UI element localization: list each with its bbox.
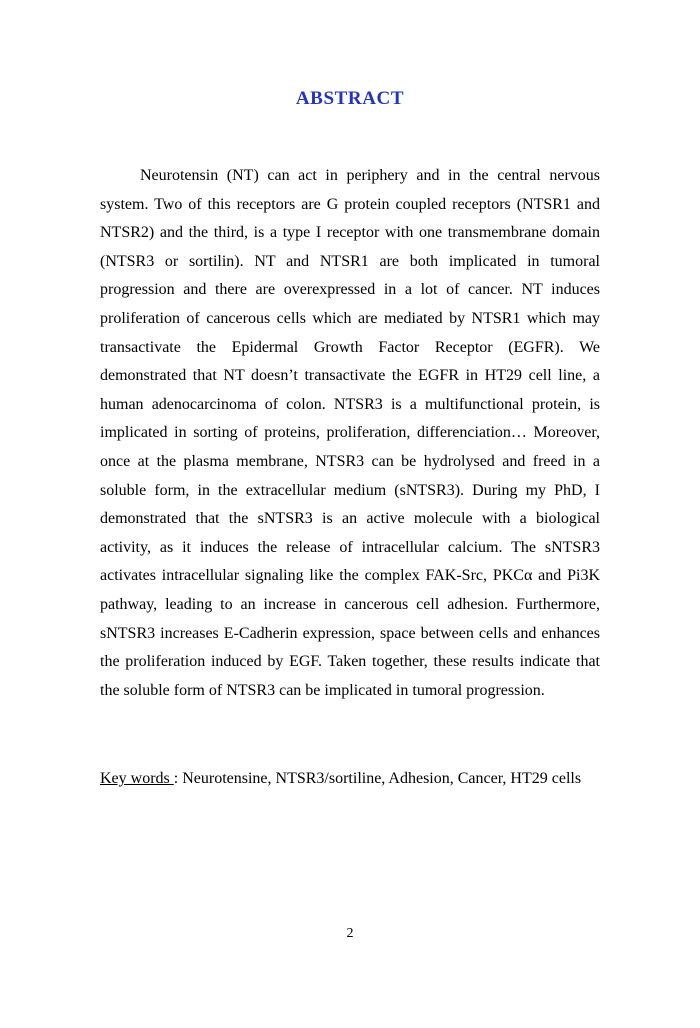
page-number: 2	[346, 926, 354, 941]
keywords-separator: :	[173, 770, 183, 788]
keywords-value: Neurotensine, NTSR3/sortiline, Adhesion, Cancer, HT29 cells	[182, 770, 582, 788]
page-title: ABSTRACT	[295, 88, 405, 109]
abstract-paragraph: Neurotensin (NT) can act in periphery and in the central nervous system. Two of this receptors are G protein coupled receptors (NTSR1 and NTSR2) and the third, is a type I receptor with one transmembrane domain (NTSR3 or sortilin). NT and NTSR1 are both implicated in tumoral progression and there are overexpressed in a lot of cancer. NT induces proliferation of cancerous cells which are mediated by NTSR1 which may transactivate the Epidermal Growth Factor Receptor (EGFR). We demonstrated that NT doesn’t transactivate the EGFR in HT29 cell line, a human adenocarcinoma of colon. NTSR3 is a multifunctional protein, is implicated in sorting of proteins, proliferation, differenciation… Moreover, once at the plasma membrane, NTSR3 can be hydrolysed and freed in a soluble form, in the extracellular medium (sNTSR3). During my PhD, I demonstrated that the sNTSR3 is an active molecule with a biological activity, as it induces the release of intracellular calcium. The sNTSR3 activates intracellular signaling like the complex FAK-Src, PKCα and Pi3K pathway, leading to an increase in cancerous cell adhesion. Furthermore, sNTSR3 increases E-Cadherin expression, space between cells and enhances the proliferation induced by EGF. Taken together, these results indicate that the soluble form of NTSR3 can be implicated in tumoral progression.	[100, 167, 600, 699]
keywords-label: Key words	[100, 770, 174, 788]
keywords-line	[100, 767, 600, 791]
